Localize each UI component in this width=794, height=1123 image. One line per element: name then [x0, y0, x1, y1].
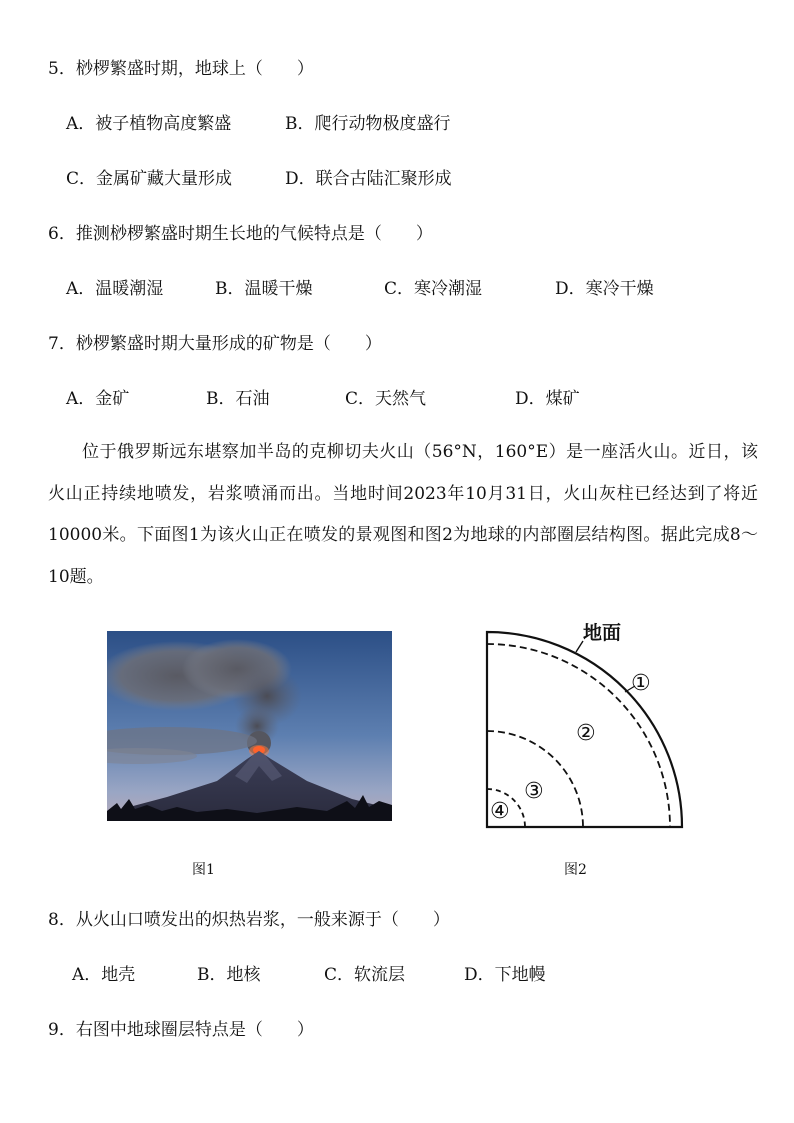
question-7-option-b: B．石油: [206, 389, 270, 409]
question-8-option-b: B．地核: [197, 965, 261, 985]
question-7-stem: 7．桫椤繁盛时期大量形成的矿物是（ ）: [48, 334, 382, 354]
question-7-option-d: D．煤矿: [515, 389, 580, 409]
question-5-option-b: B．爬行动物极度盛行: [285, 114, 451, 134]
question-6-option-b: B．温暖干燥: [215, 279, 313, 299]
question-6-option-d: D．寒冷干燥: [555, 279, 654, 299]
question-6-stem: 6．推测桫椤繁盛时期生长地的气候特点是（ ）: [48, 224, 433, 244]
question-9-stem: 9．右图中地球圈层特点是（ ）: [48, 1020, 314, 1040]
reading-passage: 位于俄罗斯远东堪察加半岛的克柳切夫火山（56°N，160°E）是一座活火山。近日，该火山正持续地喷发，岩浆喷涌而出。当地时间2023年10月31日，火山灰柱已经达到了将近10000米。下面图1为该火山正在喷发的景观图和图2为地球的内部圈层结构图。据此完成8～10题。: [48, 442, 758, 587]
surface-label: 地面: [583, 623, 622, 644]
figure-1-caption: 图1: [192, 862, 215, 878]
question-5-option-a: A．被子植物高度繁盛: [66, 114, 232, 134]
question-5-option-c: C．金属矿藏大量形成: [66, 169, 233, 189]
layer-1-label: ①: [631, 671, 651, 696]
volcano-eruption-photo: [107, 631, 392, 821]
question-5-option-d: D．联合古陆汇聚形成: [285, 169, 452, 189]
question-6-option-a: A．温暖潮湿: [66, 279, 164, 299]
question-8-option-c: C．软流层: [324, 965, 406, 985]
question-8-stem: 8．从火山口喷发出的炽热岩浆，一般来源于（ ）: [48, 910, 450, 930]
earth-layers-diagram: [478, 614, 693, 834]
question-5-stem: 5．桫椤繁盛时期，地球上（ ）: [48, 59, 314, 79]
layer-3-label: ③: [524, 779, 544, 804]
question-7-option-a: A．金矿: [66, 389, 130, 409]
question-6-option-c: C．寒冷潮湿: [384, 279, 483, 299]
question-8-option-d: D．下地幔: [464, 965, 546, 985]
question-7-option-c: C．天然气: [345, 389, 427, 409]
figure-2-caption: 图2: [564, 862, 587, 878]
layer-4-label: ④: [490, 799, 510, 824]
layer-2-label: ②: [576, 721, 596, 746]
question-8-option-a: A．地壳: [72, 965, 136, 985]
